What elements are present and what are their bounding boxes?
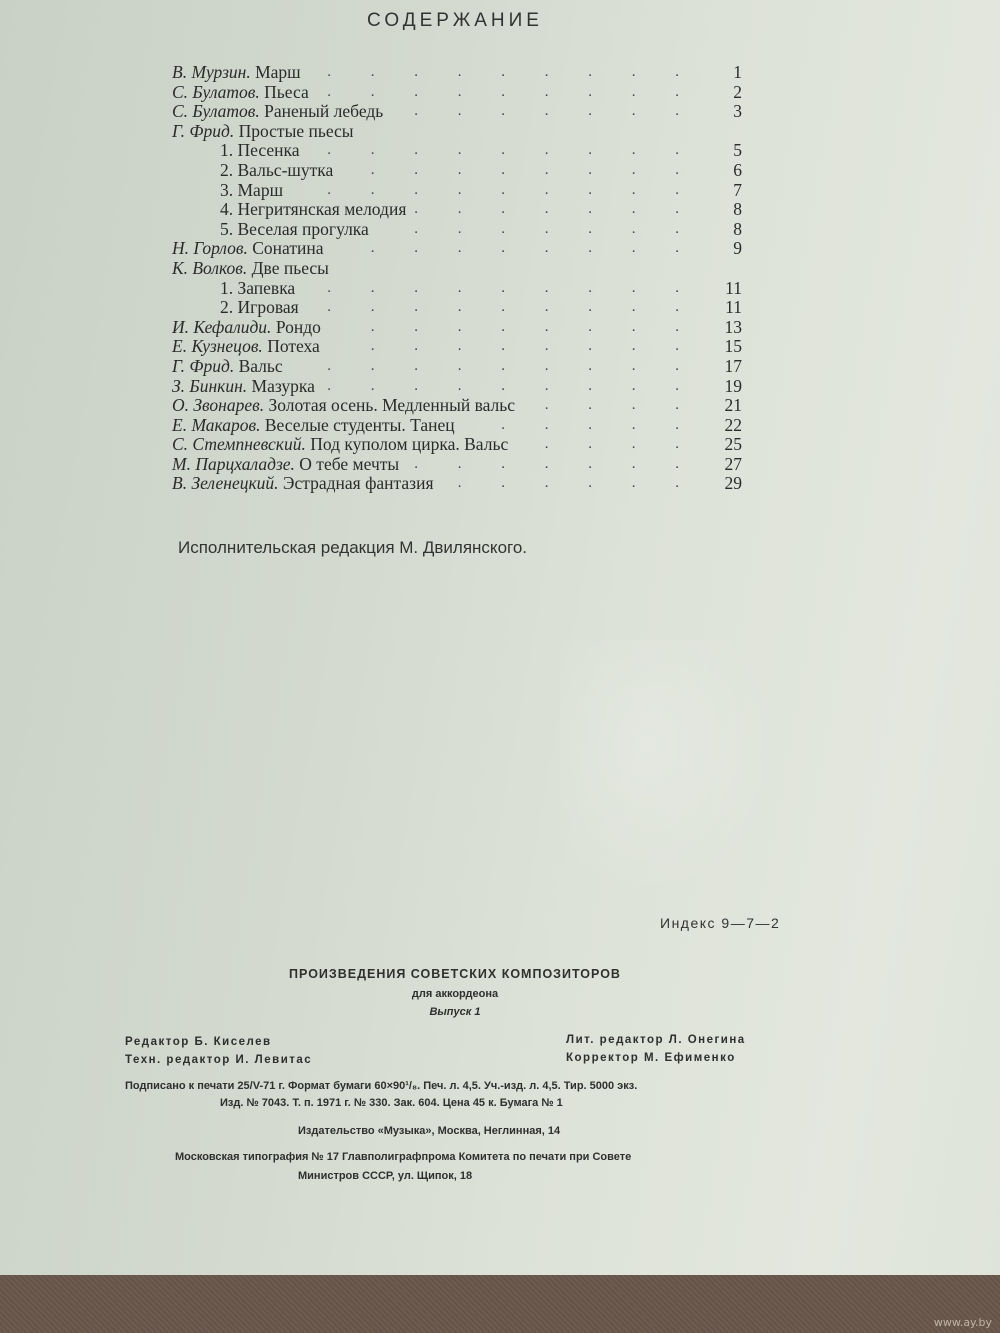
toc-title: Вальс (234, 355, 283, 376)
toc-leader-dots: . . . . . . . (414, 103, 697, 120)
toc-leader-dots: . . . . . . . . . (327, 357, 697, 374)
toc-entry-text (172, 317, 321, 337)
toc-entry (172, 200, 742, 220)
toc-page-number: 5 (733, 140, 742, 161)
toc-page-number: 7 (733, 179, 742, 200)
toc-entry (172, 435, 742, 455)
toc-page-number: 2 (733, 81, 742, 102)
credit-tech-editor: Техн. редактор И. Левитас (125, 1054, 313, 1066)
toc-entry-text (172, 356, 283, 376)
toc-leader-dots: . . . . . . . . . (327, 83, 697, 100)
toc-entry-text (172, 62, 301, 82)
toc-entry (172, 377, 742, 397)
toc-entry-text (172, 297, 299, 317)
toc-author: И. Кефалиди. (172, 316, 272, 337)
toc-entry-text (172, 101, 383, 121)
toc-page-number: 8 (733, 218, 742, 239)
toc-author: Г. Фрид. (172, 120, 235, 141)
toc-entry-text (172, 219, 369, 239)
toc-leader-dots: . . . . . . . (414, 201, 697, 218)
toc-entry-text (172, 336, 320, 356)
toc-title: 1. Запевка (220, 277, 296, 298)
toc-entry-text (172, 258, 329, 278)
toc-entry-text (172, 160, 333, 180)
background-fabric (0, 1275, 1000, 1333)
toc-entry-text (172, 238, 323, 258)
toc-author: С. Стемпневский. (172, 434, 306, 455)
toc-page-number: 19 (724, 375, 742, 396)
toc-page-number: 21 (724, 395, 742, 416)
publication-issue: Выпуск 1 (429, 1006, 481, 1018)
toc-entry (172, 318, 742, 338)
toc-title: 1. Песенка (220, 140, 300, 161)
toc-title: Эстрадная фантазия (278, 473, 434, 494)
toc-entry-text (172, 395, 515, 415)
toc-title: Золотая осень. Медленный вальс (264, 395, 516, 416)
toc-entry (172, 161, 742, 181)
toc-page-number: 11 (725, 297, 742, 318)
table-of-contents (172, 63, 742, 494)
toc-title: О тебе мечты (294, 453, 400, 474)
toc-title: Сонатина (247, 238, 324, 259)
toc-title: Под куполом цирка. Вальс (305, 434, 509, 455)
toc-page-number: 27 (724, 453, 742, 474)
toc-page-number: 6 (733, 159, 742, 180)
toc-author: М. Парцхаладзе. (172, 453, 295, 474)
credit-editor: Редактор Б. Киселев (125, 1036, 272, 1048)
toc-entry-text (172, 199, 406, 219)
toc-leader-dots: . . . . . . . . (370, 161, 697, 178)
toc-title: 5. Веселая прогулка (220, 218, 369, 239)
site-watermark: www.ay.by (933, 1316, 992, 1329)
index-code: Индекс 9—7—2 (660, 915, 781, 931)
toc-entry-text (172, 278, 295, 298)
toc-leader-dots: . . . . . . . . . (327, 181, 697, 198)
toc-entry (172, 259, 742, 279)
toc-leader-dots: . . . . . . . . . (327, 142, 697, 159)
toc-leader-dots: . . . . . . . (414, 220, 697, 237)
toc-title: Рондо (271, 316, 321, 337)
toc-entry-text (172, 434, 508, 454)
toc-entry (172, 181, 742, 201)
toc-leader-dots: . . . . . . . . . (327, 64, 697, 80)
toc-leader-dots: . . . . (544, 397, 697, 414)
imprint-line: Подписано к печати 25/V-71 г. Формат бумаги 60×90¹/₈. Печ. л. 4,5. Уч.-изд. л. 4,5. Тир. 5000 экз. (125, 1080, 638, 1092)
toc-entry-text (172, 415, 455, 435)
toc-title: 4. Негритянская мелодия (220, 199, 407, 220)
toc-entry (172, 337, 742, 357)
toc-entry-text (172, 180, 283, 200)
imprint-publisher: Издательство «Музыка», Москва, Неглинная, 14 (298, 1125, 561, 1137)
toc-author: С. Булатов. (172, 101, 260, 122)
toc-entry (172, 298, 742, 318)
toc-entry-text (172, 140, 299, 160)
toc-entry (172, 279, 742, 299)
toc-entry (172, 102, 742, 122)
toc-author: К. Волков. (172, 257, 248, 278)
toc-page-number: 13 (724, 316, 742, 337)
toc-title: Две пьесы (247, 257, 329, 278)
toc-page-number: 29 (724, 473, 742, 494)
toc-entry (172, 416, 742, 436)
toc-author: С. Булатов. (172, 81, 260, 102)
toc-leader-dots: . . . . . . . . . (327, 279, 697, 296)
toc-title: Мазурка (247, 375, 315, 396)
toc-leader-dots: . . . . . . . . (370, 338, 697, 355)
toc-leader-dots: . . . . . . (457, 475, 697, 492)
toc-author: О. Звонарев. (172, 395, 265, 416)
toc-page-number: 1 (733, 62, 742, 82)
toc-page-number: 25 (724, 434, 742, 455)
toc-entry-text (172, 82, 309, 102)
toc-author: В. Мурзин. (172, 62, 251, 82)
credit-lit-editor: Лит. редактор Л. Онегина (566, 1034, 746, 1046)
toc-page-number: 9 (733, 238, 742, 259)
toc-title: Простые пьесы (234, 120, 354, 141)
toc-entry (172, 396, 742, 416)
toc-title: 2. Вальс-шутка (220, 159, 334, 180)
toc-author: Н. Горлов. (172, 238, 248, 259)
toc-leader-dots: . . . . . . . . (370, 318, 697, 335)
toc-title: 3. Марш (220, 179, 284, 200)
toc-leader-dots: . . . . . . . . . (327, 299, 697, 316)
toc-entry (172, 220, 742, 240)
credit-corrector: Корректор М. Ефименко (566, 1052, 736, 1064)
toc-entry (172, 357, 742, 377)
toc-title: Марш (250, 62, 301, 82)
toc-entry (172, 474, 742, 494)
publication-instrument: для аккордеона (411, 988, 499, 1000)
toc-entry-text (172, 454, 399, 474)
imprint-printer: Московская типография № 17 Главполиграфпрома Комитета по печати при Совете (175, 1151, 632, 1163)
toc-title: 2. Игровая (220, 297, 299, 318)
toc-entry-text (172, 473, 434, 493)
toc-entry (172, 239, 742, 259)
toc-page-number: 3 (733, 101, 742, 122)
editor-note: Исполнительская редакция М. Двилянского. (178, 538, 528, 557)
imprint-line: Изд. № 7043. Т. п. 1971 г. № 330. Зак. 604. Цена 45 к. Бумага № 1 (220, 1097, 563, 1109)
toc-author: З. Бинкин. (172, 375, 248, 396)
toc-author: Е. Кузнецов. (172, 336, 263, 357)
toc-entry-text (172, 121, 354, 141)
toc-leader-dots: . . . . . . . . (370, 240, 697, 257)
toc-page-number: 15 (724, 336, 742, 357)
toc-title: Раненый лебедь (259, 101, 384, 122)
publication-title: ПРОИЗВЕДЕНИЯ СОВЕТСКИХ КОМПОЗИТОРОВ (289, 967, 621, 981)
toc-entry (172, 122, 742, 142)
toc-entry (172, 83, 742, 103)
toc-page-number: 22 (724, 414, 742, 435)
toc-entry (172, 63, 742, 83)
toc-title: Веселые студенты. Танец (260, 414, 455, 435)
toc-title: Пьеса (259, 81, 309, 102)
toc-entry-text (172, 376, 315, 396)
toc-leader-dots: . . . . . . . . . (327, 377, 697, 394)
toc-author: Г. Фрид. (172, 355, 235, 376)
toc-leader-dots: . . . . . (501, 416, 697, 433)
toc-page-number: 11 (725, 277, 742, 298)
toc-leader-dots: . . . . . . . (414, 455, 697, 472)
toc-page-number: 8 (733, 199, 742, 220)
toc-author: Е. Макаров. (172, 414, 261, 435)
contents-heading: СОДЕРЖАНИЕ (367, 10, 543, 31)
toc-page-number: 17 (724, 355, 742, 376)
toc-author: В. Зеленецкий. (172, 473, 279, 494)
toc-entry (172, 455, 742, 475)
imprint-printer: Министров СССР, ул. Щипок, 18 (298, 1170, 473, 1182)
toc-entry (172, 141, 742, 161)
toc-leader-dots: . . . . (544, 436, 697, 453)
toc-title: Потеха (262, 336, 320, 357)
